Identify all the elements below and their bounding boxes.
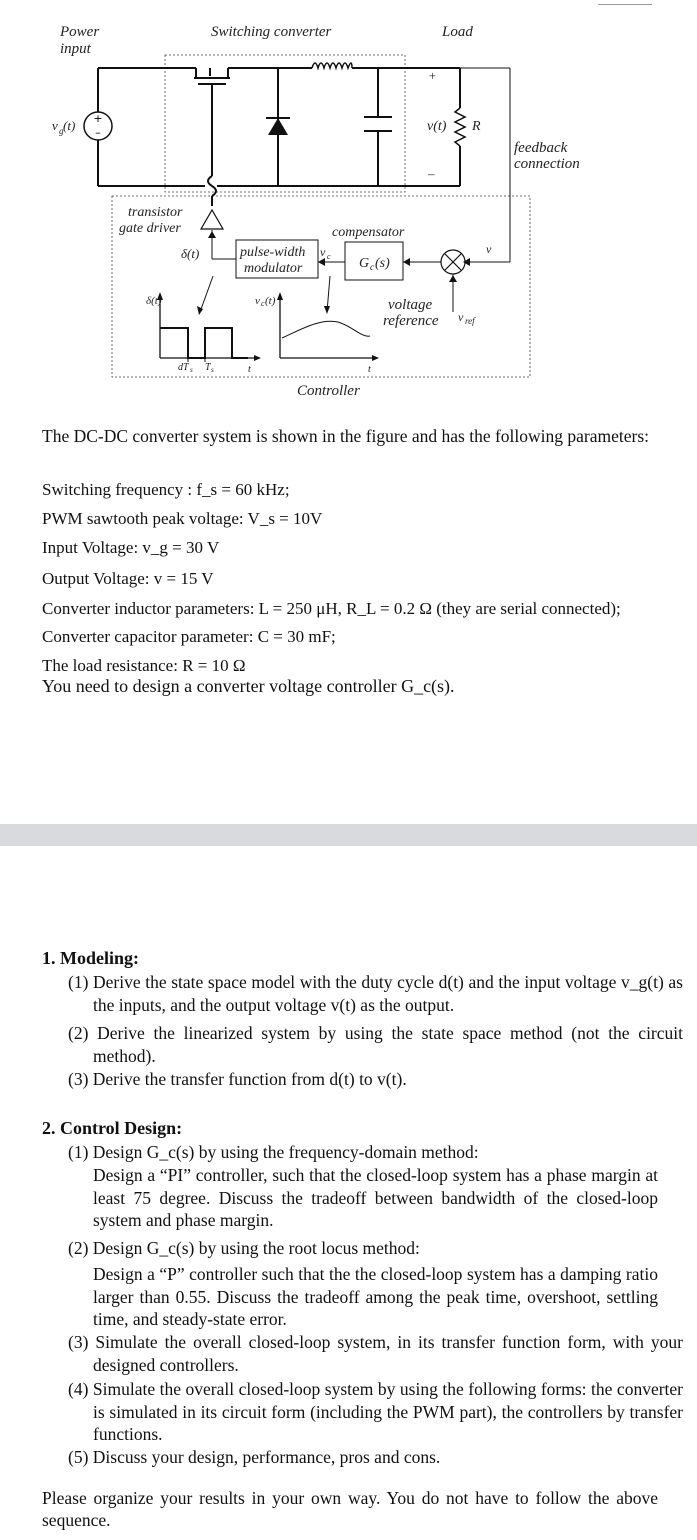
gc-label: G <box>359 256 370 271</box>
vg-label: v <box>52 118 58 133</box>
svg-text:input: input <box>60 41 91 57</box>
svg-text:modulator: modulator <box>244 261 303 276</box>
param-text: Output Voltage: v = 15 V <box>42 569 214 588</box>
design-item-2-detail: Design a “P” controller such that the the closed-loop system has a damping ratio larger than 0.55. Discuss the tradeoff among the peak time, overshoot, settling time, and steady-state error. <box>93 1264 658 1329</box>
svg-text:gate driver: gate driver <box>119 221 181 236</box>
svg-text:c: c <box>261 299 265 308</box>
svg-text:reference: reference <box>383 313 439 329</box>
inductor-icon <box>312 63 352 68</box>
delta-label: δ(t) <box>181 246 200 261</box>
controller-label: Controller <box>297 383 360 399</box>
param-text: The load resistance: R = 10 Ω <box>42 656 246 675</box>
vc-axis-label: v <box>255 295 260 307</box>
vref-label: v <box>458 310 464 324</box>
voltage-reference-label: voltage <box>388 297 433 313</box>
power-input-label: Power <box>60 24 100 40</box>
switching-converter-label: Switching converter <box>211 24 332 40</box>
svg-text:(s): (s) <box>375 256 390 271</box>
design-item-3: (3) Simulate the overall closed-loop system, in its transfer function form, with your designed controllers. <box>68 1332 683 1375</box>
param-text: Input Voltage: v_g = 30 V <box>42 538 220 557</box>
design-item-1-detail: Design a “PI” controller, such that the closed-loop system has a phase margin at least 75 degree. Discuss the tradeoff between bandwidth of the closed-loop system and phase margin. <box>93 1165 658 1230</box>
task-text: You need to design a converter voltage controller G_c(s). <box>42 676 455 696</box>
pwm-label: pulse-width <box>240 245 306 260</box>
param-output-voltage <box>42 568 214 590</box>
svg-text:g: g <box>59 126 64 136</box>
design-item-2: (2) Design G_c(s) by using the root locus method: <box>68 1238 420 1258</box>
diode-icon <box>266 118 290 135</box>
svg-text:(t): (t) <box>265 295 276 307</box>
gate-driver-label: transistor <box>128 205 183 220</box>
param-switching-frequency <box>42 479 290 501</box>
modeling-item-3: (3) Derive the transfer function from d(t) to v(t). <box>68 1069 407 1089</box>
vt-label: v(t) <box>427 119 447 134</box>
design-item-5: (5) Discuss your design, performance, pros and cons. <box>68 1447 441 1467</box>
param-load-resistance <box>42 655 246 677</box>
param-text: Switching frequency : f_s = 60 kHz; <box>42 480 290 499</box>
delta-axis-label: δ(t) <box>146 295 162 307</box>
svg-text:+: + <box>428 68 437 83</box>
capacitor-icon <box>364 117 392 131</box>
feedback-v-label: v <box>486 242 492 256</box>
feedback-label: feedback <box>514 140 568 156</box>
param-inductor <box>42 598 621 620</box>
compensator-block <box>345 242 403 280</box>
compensator-label: compensator <box>332 225 405 240</box>
modeling-item-1: (1) Derive the state space model with the duty cycle d(t) and the input voltage v_g(t) as the inputs, and the output voltage v(t) as the output. <box>68 972 683 1015</box>
param-pwm-peak <box>42 508 322 530</box>
resistor-icon <box>455 108 465 146</box>
switching-converter-box <box>165 55 405 192</box>
section-separator <box>0 824 697 846</box>
svg-text:+: + <box>93 112 103 125</box>
section-title-control-design: 2. Control Design: <box>42 1118 183 1138</box>
svg-text:–: – <box>428 166 435 181</box>
vc-label: v <box>320 245 326 259</box>
summing-junction-icon <box>441 250 465 274</box>
ts-label: T <box>205 362 211 373</box>
gate-driver-icon <box>201 210 223 229</box>
param-input-voltage <box>42 537 219 559</box>
svg-text:c: c <box>327 252 331 261</box>
svg-text:connection: connection <box>514 156 580 172</box>
closing-text: Please organize your results in your own way. You do not have to follow the above sequence. <box>42 1488 658 1530</box>
r-label: R <box>472 119 481 134</box>
intro-text: The DC-DC converter system is shown in the figure and has the following parameters: <box>42 426 650 446</box>
section-title-modeling: 1. Modeling: <box>42 948 139 968</box>
param-capacitor <box>42 626 336 648</box>
pwm-pulse-graph <box>160 296 258 358</box>
param-text: PWM sawtooth peak voltage: V_s = 10V <box>42 509 323 528</box>
dts-label: dT <box>178 362 189 373</box>
feedback-wire <box>460 68 510 262</box>
svg-text:(t): (t) <box>63 118 76 133</box>
load-label: Load <box>442 24 473 40</box>
converter-diagram <box>0 0 697 410</box>
design-item-1: (1) Design G_c(s) by using the frequency-domain method: <box>68 1142 479 1162</box>
svg-text:c: c <box>370 262 374 272</box>
param-text: Converter capacitor parameter: C = 30 mF; <box>42 627 336 646</box>
param-text: Converter inductor parameters: L = 250 μH, R_L = 0.2 Ω (they are serial connected); <box>42 599 621 618</box>
t-axis-label: t <box>248 364 251 375</box>
t-axis-label-2: t <box>368 364 371 375</box>
modeling-item-2: (2) Derive the linearized system by using the state space method (not the circuit method). <box>68 1023 683 1066</box>
svg-text:ref: ref <box>465 316 475 326</box>
voltage-source-icon <box>84 112 112 140</box>
design-item-4: (4) Simulate the overall closed-loop system by using the following forms: the converter is simulated in its circuit form (including the PWM part), the controllers by transfer functions. <box>68 1379 683 1444</box>
svg-text:s: s <box>190 366 193 374</box>
svg-text:s: s <box>211 366 214 374</box>
svg-text:–: – <box>95 126 101 139</box>
